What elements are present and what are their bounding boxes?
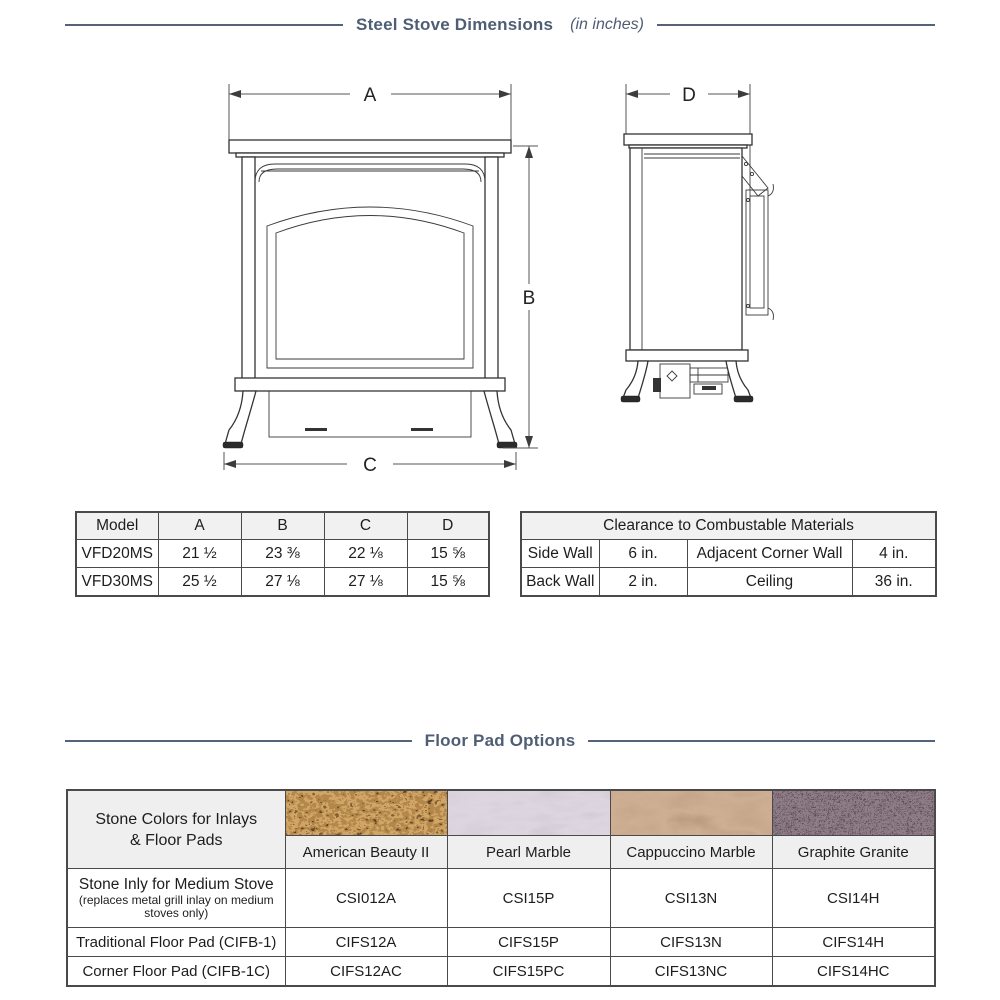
product-code-cell: CIFS12AC: [285, 957, 447, 987]
dim-label-b: B: [522, 288, 536, 309]
row-label-cell: Traditional Floor Pad (CIFB-1): [67, 928, 285, 957]
stone-inlay-row: [67, 869, 935, 928]
clearance-table-title: Clearance to Combustable Materials: [521, 512, 936, 540]
american-beauty-granite-swatch: [286, 791, 447, 835]
model-dimensions-table: [75, 511, 490, 597]
swatch-cell: [447, 790, 610, 836]
dim-label-a: A: [363, 85, 377, 106]
product-code-cell: CSI012A: [285, 869, 447, 928]
product-code-cell: CSI14H: [772, 869, 935, 928]
swatch-cell: [610, 790, 772, 836]
product-code-cell: CIFS12A: [285, 928, 447, 957]
model-table-cell: 27 ⅛: [324, 568, 407, 597]
clearance-label-cell: Side Wall: [521, 540, 599, 568]
product-code-cell: CIFS14HC: [772, 957, 935, 987]
corner-header-line1: Stone Colors for Inlays: [95, 810, 258, 828]
pearl-marble-swatch: [448, 791, 610, 835]
product-code-cell: CIFS13N: [610, 928, 772, 957]
model-table-row: [76, 568, 489, 597]
stone-name-cell: Cappuccino Marble: [610, 836, 772, 869]
stove-side-view-diagram: [598, 78, 828, 413]
product-code-cell: CSI15P: [447, 869, 610, 928]
clearance-label-cell: Back Wall: [521, 568, 599, 597]
divider-line-right: [588, 740, 935, 742]
stone-name-cell: American Beauty II: [285, 836, 447, 869]
model-table-header-cell: A: [158, 512, 241, 540]
swatch-row: [67, 790, 935, 836]
stone-name-cell: Graphite Granite: [772, 836, 935, 869]
swatch-cell: [772, 790, 935, 836]
section-header-floor-pads: [65, 731, 935, 751]
corner-header-cell: [67, 790, 285, 869]
row-label: Stone Inly for Medium Stove: [78, 876, 274, 893]
model-table-cell: VFD20MS: [76, 540, 158, 568]
model-table-cell: 15 ⅝: [407, 540, 489, 568]
page-subtitle: (in inches): [570, 16, 644, 33]
model-table-row: [76, 540, 489, 568]
corner-floor-pad-row: [67, 957, 935, 987]
cappuccino-marble-swatch: [611, 791, 772, 835]
corner-header-line2: & Floor Pads: [130, 831, 223, 849]
model-table-cell: 25 ½: [158, 568, 241, 597]
model-table-cell: 21 ½: [158, 540, 241, 568]
divider-line-left: [65, 24, 343, 26]
clearance-value-cell: 6 in.: [599, 540, 687, 568]
clearance-value-cell: 4 in.: [852, 540, 936, 568]
clearance-table-title-row: [521, 512, 936, 540]
clearance-table-row: [521, 540, 936, 568]
row-label-cell: Corner Floor Pad (CIFB-1C): [67, 957, 285, 987]
model-table-header-cell: Model: [76, 512, 158, 540]
product-code-cell: CIFS13NC: [610, 957, 772, 987]
divider-line-left: [65, 740, 412, 742]
model-table-cell: 22 ⅛: [324, 540, 407, 568]
clearance-value-cell: 2 in.: [599, 568, 687, 597]
model-table-header-cell: B: [241, 512, 324, 540]
model-table-header-cell: C: [324, 512, 407, 540]
product-code-cell: CIFS15P: [447, 928, 610, 957]
product-code-cell: CSI13N: [610, 869, 772, 928]
clearance-label-cell: Ceiling: [687, 568, 852, 597]
model-table-cell: 23 ⅜: [241, 540, 324, 568]
stove-front-view-drawing: [205, 78, 540, 478]
stone-name-cell: Pearl Marble: [447, 836, 610, 869]
clearance-table: [520, 511, 937, 597]
model-table-cell: VFD30MS: [76, 568, 158, 597]
divider-line-right: [657, 24, 935, 26]
product-code-cell: CIFS15PC: [447, 957, 610, 987]
clearance-label-cell: Adjacent Corner Wall: [687, 540, 852, 568]
clearance-value-cell: 36 in.: [852, 568, 936, 597]
row-label-cell: [67, 869, 285, 928]
model-table-header-row: [76, 512, 489, 540]
page-title: Steel Stove Dimensions: [356, 15, 554, 34]
stove-side-view-drawing: [598, 78, 828, 413]
swatch-cell: [285, 790, 447, 836]
model-table-cell: 15 ⅝: [407, 568, 489, 597]
model-table-cell: 27 ⅛: [241, 568, 324, 597]
clearance-table-row: [521, 568, 936, 597]
dim-label-d: D: [682, 85, 696, 106]
model-table-header-cell: D: [407, 512, 489, 540]
graphite-granite-swatch: [773, 791, 935, 835]
section-header-dimensions: [65, 15, 935, 35]
stove-front-view-diagram: [205, 78, 540, 478]
traditional-floor-pad-row: [67, 928, 935, 957]
floor-pad-options-title: Floor Pad Options: [424, 731, 576, 750]
dim-label-c: C: [363, 455, 377, 476]
row-note: (replaces metal grill inlay on medium stoves only): [78, 893, 274, 920]
floor-pad-options-table: [66, 789, 936, 987]
product-code-cell: CIFS14H: [772, 928, 935, 957]
